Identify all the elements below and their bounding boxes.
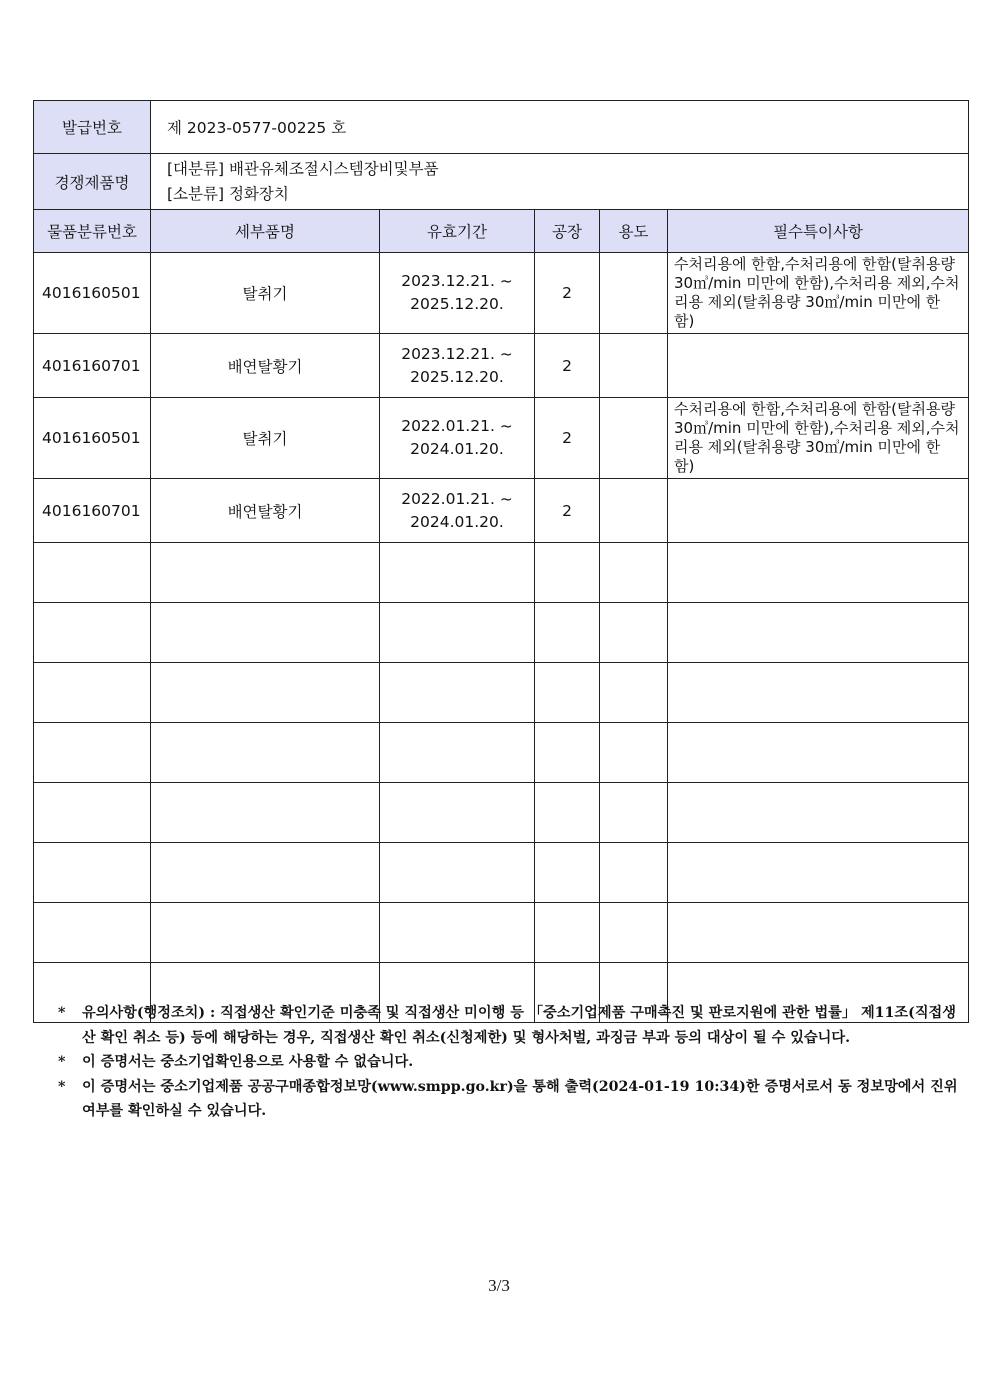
row-factory: 2 [535,398,600,479]
row-code: 4016160501 [34,398,151,479]
notice-bullet: * [58,1005,66,1021]
row-note: 수처리용에 한함,수처리용에 한함(탈취용량 30㎥/min 미만에 한함),수처리용 제외,수처리용 제외(탈취용량 30㎥/min 미만에 한함) [668,398,969,479]
empty-cell [34,543,151,603]
empty-cell [151,843,380,903]
empty-row [34,663,969,723]
empty-cell [668,723,969,783]
table-row [34,479,969,543]
issue-number-label: 발급번호 [34,101,151,154]
col-header-period: 유효기간 [380,210,535,253]
empty-cell [380,663,535,723]
empty-cell [380,903,535,963]
certificate-table [33,100,969,1023]
certificate-table-area [33,100,968,1023]
empty-row [34,603,969,663]
empty-cell [34,723,151,783]
row-factory: 2 [535,334,600,398]
notice-item [58,1075,963,1124]
empty-row [34,843,969,903]
empty-cell [535,663,600,723]
row-period [380,398,535,479]
row-note [668,334,969,398]
empty-cell [34,783,151,843]
empty-row [34,543,969,603]
notice-text: 이 증명서는 중소기업확인용으로 사용할 수 없습니다. [82,1054,414,1070]
row-period-start: 2022.01.21. ~ [401,417,513,435]
empty-cell [668,783,969,843]
empty-cell [600,663,668,723]
product-name-value [151,154,969,210]
empty-cell [535,903,600,963]
product-name-label: 경쟁제품명 [34,154,151,210]
issue-number-row [34,101,969,154]
empty-cell [535,603,600,663]
empty-cell [34,903,151,963]
empty-cell [600,843,668,903]
empty-cell [151,543,380,603]
row-period-end: 2024.01.20. [410,440,504,458]
empty-cell [535,843,600,903]
row-code: 4016160701 [34,479,151,543]
column-header-row [34,210,969,253]
empty-cell [535,543,600,603]
row-item-name: 탈취기 [151,253,380,334]
col-header-code: 물품분류번호 [34,210,151,253]
empty-cell [600,603,668,663]
empty-cell [151,723,380,783]
empty-row [34,903,969,963]
product-major-category: [대분류] 배관유체조절시스템장비및부품 [167,159,439,178]
product-name-row [34,154,969,210]
product-minor-category: [소분류] 정화장치 [167,184,289,203]
empty-cell [668,663,969,723]
empty-cell [380,603,535,663]
row-item-name: 배연탈황기 [151,479,380,543]
row-period-start: 2023.12.21. ~ [401,272,513,290]
row-factory: 2 [535,479,600,543]
empty-cell [668,543,969,603]
empty-row [34,783,969,843]
col-header-note: 필수특이사항 [668,210,969,253]
empty-cell [151,663,380,723]
table-row [34,253,969,334]
notice-bullet: * [58,1078,66,1095]
issue-number-value: 제 2023-0577-00225 호 [151,101,969,154]
notice-item [58,1050,963,1075]
empty-cell [535,783,600,843]
col-header-use: 용도 [600,210,668,253]
row-period-start: 2023.12.21. ~ [401,344,513,363]
empty-cell [151,903,380,963]
empty-cell [668,603,969,663]
row-period-end: 2024.01.20. [410,512,504,531]
row-code: 4016160701 [34,334,151,398]
col-header-name: 세부품명 [151,210,380,253]
row-code: 4016160501 [34,253,151,334]
row-period-start: 2022.01.21. ~ [401,489,513,508]
row-period [380,253,535,334]
empty-cell [380,723,535,783]
empty-cell [668,843,969,903]
row-period-end: 2025.12.20. [410,367,504,386]
row-note [668,479,969,543]
row-factory: 2 [535,253,600,334]
empty-cell [34,663,151,723]
empty-cell [600,903,668,963]
notice-text: 유의사항(행정조치) : 직접생산 확인기준 미충족 및 직접생산 미이행 등 「중소기업제품 구매촉진 및 판로지원에 관한 법률」 제11조(직접생산 확인 취소 등) 등에 해당하는 경우, 직접생산 확인 취소(신청제한) 및 형사처벌, 과징금 부과 등의 대상이 될 수 있습니다. [82,1005,956,1046]
notice-item [58,1001,963,1050]
row-period-end: 2025.12.20. [410,295,504,313]
empty-cell [600,783,668,843]
notice-section [58,1001,963,1124]
empty-cell [34,843,151,903]
empty-cell [668,903,969,963]
row-use [600,334,668,398]
empty-cell [535,723,600,783]
empty-cell [380,843,535,903]
row-period [380,334,535,398]
notice-text: 이 증명서는 중소기업제품 공공구매종합정보망(www.smpp.go.kr)을 통해 출력(2024-01-19 10:34)한 증명서로서 동 정보망에서 진위여부를 확인하실 수 있습니다. [82,1078,958,1119]
empty-cell [151,603,380,663]
col-header-factory: 공장 [535,210,600,253]
table-row [34,334,969,398]
empty-cell [600,543,668,603]
empty-cell [34,603,151,663]
row-use [600,398,668,479]
row-use [600,479,668,543]
empty-cell [151,783,380,843]
row-item-name: 탈취기 [151,398,380,479]
row-period [380,479,535,543]
row-item-name: 배연탈황기 [151,334,380,398]
empty-cell [380,543,535,603]
table-row [34,398,969,479]
page-number: 3/3 [488,1276,510,1295]
row-note: 수처리용에 한함,수처리용에 한함(탈취용량 30㎥/min 미만에 한함),수처리용 제외,수처리용 제외(탈취용량 30㎥/min 미만에 한함) [668,253,969,334]
notice-bullet: * [58,1054,66,1070]
empty-row [34,723,969,783]
empty-cell [380,783,535,843]
empty-cell [600,723,668,783]
row-use [600,253,668,334]
